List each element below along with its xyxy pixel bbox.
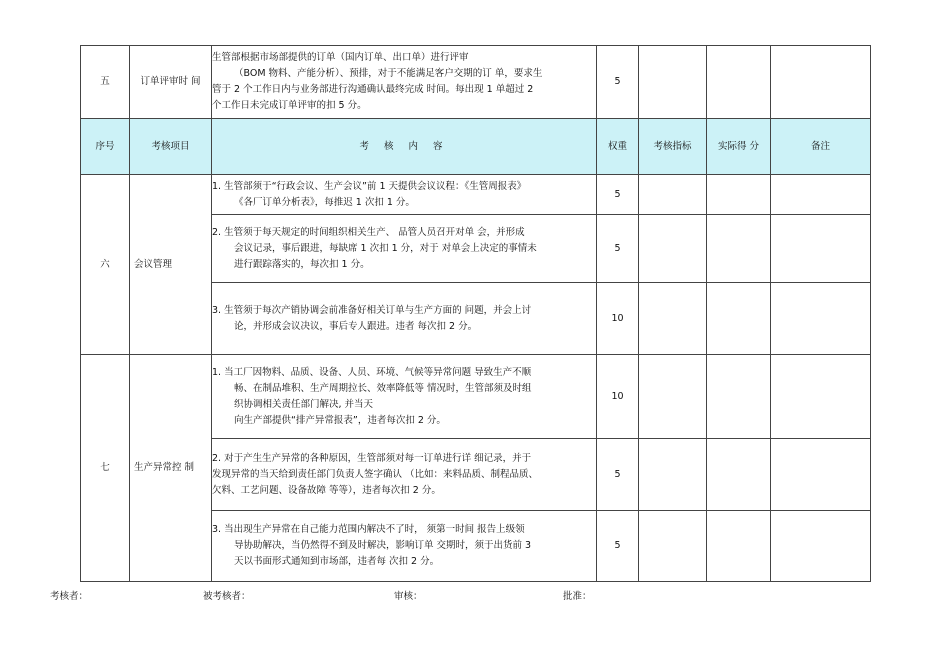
row-seq: 六 xyxy=(81,175,130,355)
row-content xyxy=(212,511,597,582)
header-actual-score: 实际得 分 xyxy=(707,119,771,175)
content-line: 天以书面形式通知到市场部，违者每 次扣 2 分。 xyxy=(234,556,440,567)
row-seq: 五 xyxy=(81,46,130,119)
row-weight: 10 xyxy=(597,283,639,355)
content-line: 导协助解决，当仍然得不到及时解决，影响订单 交期时，须于出货前 3 xyxy=(234,540,532,551)
review-label: 审核： xyxy=(394,591,423,602)
content-line: 向生产部提供“排产异常报表”，违者每次扣 2 分。 xyxy=(234,414,446,426)
remark-cell xyxy=(771,355,871,439)
signature-footer xyxy=(0,588,950,604)
row-weight: 5 xyxy=(597,175,639,215)
row-content xyxy=(212,283,597,355)
remark-cell xyxy=(771,175,871,215)
row-content xyxy=(212,175,597,215)
indicator-cell xyxy=(639,175,707,215)
remark-cell xyxy=(771,283,871,355)
approve-label: 批准： xyxy=(563,591,592,602)
table-row xyxy=(81,355,871,439)
content-line: 畅、在制品堆积、生产周期拉长、效率降低等 情况时，生管部须及时组 xyxy=(234,382,532,394)
remark-cell xyxy=(771,511,871,582)
row-weight: 5 xyxy=(597,511,639,582)
content-line: 2. 对于产生生产异常的各种原因，生管部须对每一订单进行详 细记录，并于 xyxy=(212,452,532,464)
indicator-cell xyxy=(639,439,707,511)
score-cell xyxy=(707,283,771,355)
score-cell xyxy=(707,46,771,119)
score-cell xyxy=(707,511,771,582)
content-line: 个工作日未完成订单评审的扣 5 分。 xyxy=(212,100,367,111)
content-line: 《各厂订单分析表》，每推迟 1 次扣 1 分。 xyxy=(234,196,415,208)
header-row xyxy=(81,119,871,175)
indicator-cell xyxy=(639,215,707,283)
header-remark: 备注 xyxy=(771,119,871,175)
header-weight: 权重 xyxy=(597,119,639,175)
content-line: 管于 2 个工作日内与业务部进行沟通确认最终完成 时间。每出现 1 单超过 2 xyxy=(212,84,534,95)
row-item: 生产异常控 制 xyxy=(130,355,212,582)
content-line: 织协调相关责任部门解决, 并当天 xyxy=(234,398,374,410)
row-weight: 5 xyxy=(597,46,639,119)
header-seq: 序号 xyxy=(81,119,130,175)
row-weight: 5 xyxy=(597,439,639,511)
indicator-cell xyxy=(639,355,707,439)
content-line: 3. 生管须于每次产销协调会前准备好相关订单与生产方面的 问题，并会上讨 xyxy=(212,304,532,316)
assessment-table xyxy=(80,45,871,582)
remark-cell xyxy=(771,215,871,283)
score-cell xyxy=(707,215,771,283)
score-cell xyxy=(707,355,771,439)
score-cell xyxy=(707,175,771,215)
score-cell xyxy=(707,439,771,511)
header-content: 考 核 内 容 xyxy=(212,119,597,175)
content-line: 发现异常的当天给到责任部门负责人签字确认 （比如：来料品质、制程品质、 xyxy=(212,468,539,480)
content-line: 会议记录，事后跟进，每缺席 1 次扣 1 分，对于 对单会上决定的事情未 xyxy=(234,242,537,254)
row-content xyxy=(212,355,597,439)
table-row xyxy=(81,175,871,215)
examinee-label: 被考核者： xyxy=(203,591,251,602)
content-line: （BOM 物料、产能分析）、预排，对于不能满足客户交期的订 单，要求生 xyxy=(234,68,543,79)
content-line: 进行跟踪落实的，每次扣 1 分。 xyxy=(234,258,370,270)
row-content xyxy=(212,215,597,283)
row-weight: 5 xyxy=(597,215,639,283)
header-indicator: 考核指标 xyxy=(639,119,707,175)
row-seq: 七 xyxy=(81,355,130,582)
remark-cell xyxy=(771,46,871,119)
content-line: 1. 生管部须于“行政会议、生产会议”前 1 天提供会议议程：《生管周报表》 xyxy=(212,180,527,192)
content-line: 3. 当出现生产异常在自己能力范围内解决不了时， 须第一时间 报告上级领 xyxy=(212,524,525,535)
content-line: 欠料、工艺问题、设备故障 等等），违者每次扣 2 分。 xyxy=(212,484,441,496)
row-item: 订单评审时 间 xyxy=(130,46,212,119)
examiner-label: 考核者： xyxy=(50,591,89,602)
content-line: 1. 当工厂因物料、品质、设备、人员、环境、气候等异常问题 导致生产不顺 xyxy=(212,366,532,378)
row-weight: 10 xyxy=(597,355,639,439)
row-item: 会议管理 xyxy=(130,175,212,355)
header-item: 考核项目 xyxy=(130,119,212,175)
indicator-cell xyxy=(639,283,707,355)
content-line: 2. 生管须于每天规定的时间组织相关生产、 品管人员召开对单 会，并形成 xyxy=(212,226,525,238)
table-row xyxy=(81,46,871,119)
row-content xyxy=(212,46,597,119)
content-line: 生管部根据市场部提供的订单（国内订单、出口单）进行评审 xyxy=(212,52,469,63)
indicator-cell xyxy=(639,46,707,119)
remark-cell xyxy=(771,439,871,511)
row-content xyxy=(212,439,597,511)
content-line: 论，并形成会议决议，事后专人跟进。违者 每次扣 2 分。 xyxy=(234,320,478,332)
indicator-cell xyxy=(639,511,707,582)
